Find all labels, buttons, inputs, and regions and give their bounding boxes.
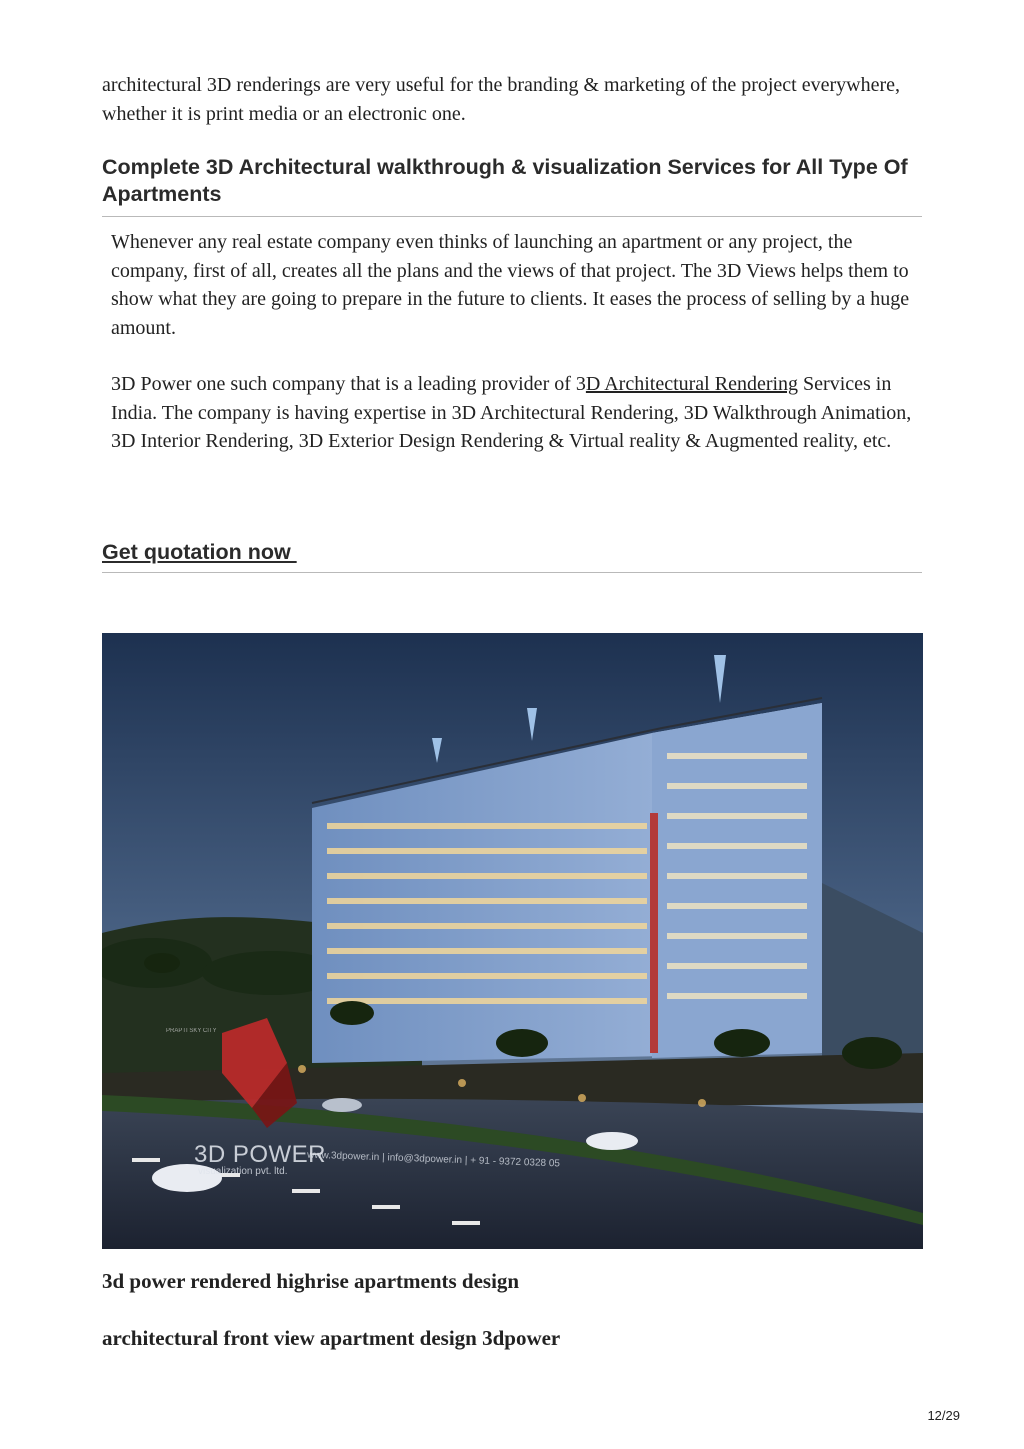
building-sign: PRAPTI SKY CITY xyxy=(166,1028,217,1034)
watermark-brand-sub: visualization pvt. ltd. xyxy=(198,1166,288,1177)
architectural-rendering-link[interactable]: D Architectural Rendering xyxy=(585,373,799,395)
paragraph-real-estate: Whenever any real estate company even thinks of launching an apartment or any project, the company, first of all, creates all the plans and the views of that project. The 3D Views helps them to show what they are going to prepare in the future to clients. It eases the process of selling by a huge amount. xyxy=(111,231,910,339)
caption-front-view: architectural front view apartment design 3dpower xyxy=(102,1326,561,1350)
page-number: 12/29 xyxy=(927,1408,960,1423)
get-quotation-heading[interactable]: Get quotation now xyxy=(102,540,297,564)
intro-paragraph: architectural 3D renderings are very useful for the branding & marketing of the project everywhere, whether it is print media or an electronic one. xyxy=(102,74,900,125)
heading-divider xyxy=(102,216,922,217)
section-heading-services: Complete 3D Architectural walkthrough & visualization Services for All Type Of Apartments xyxy=(102,155,908,206)
watermark-brand: 3D POWER xyxy=(194,1141,327,1168)
paragraph-3d-power-start: 3D Power one such company that is a leading provider of 3 xyxy=(111,373,586,395)
watermark-contact: www.3dpower.in | info@3dpower.in | + 91 - 9372 0328 05 xyxy=(306,1149,561,1170)
apartment-render-image xyxy=(102,633,923,1249)
caption-highrise: 3d power rendered highrise apartments design xyxy=(102,1269,520,1293)
paragraph-3d-power-end: Services in India. The company is having expertise in 3D Architectural Rendering, 3D Walkthrough Animation, 3D Interior Rendering, 3D Exterior Design Rendering & Virtual reality & Augmented reality, etc. xyxy=(111,373,912,452)
quotation-divider xyxy=(102,572,922,573)
paragraph-3d-power xyxy=(102,370,932,456)
